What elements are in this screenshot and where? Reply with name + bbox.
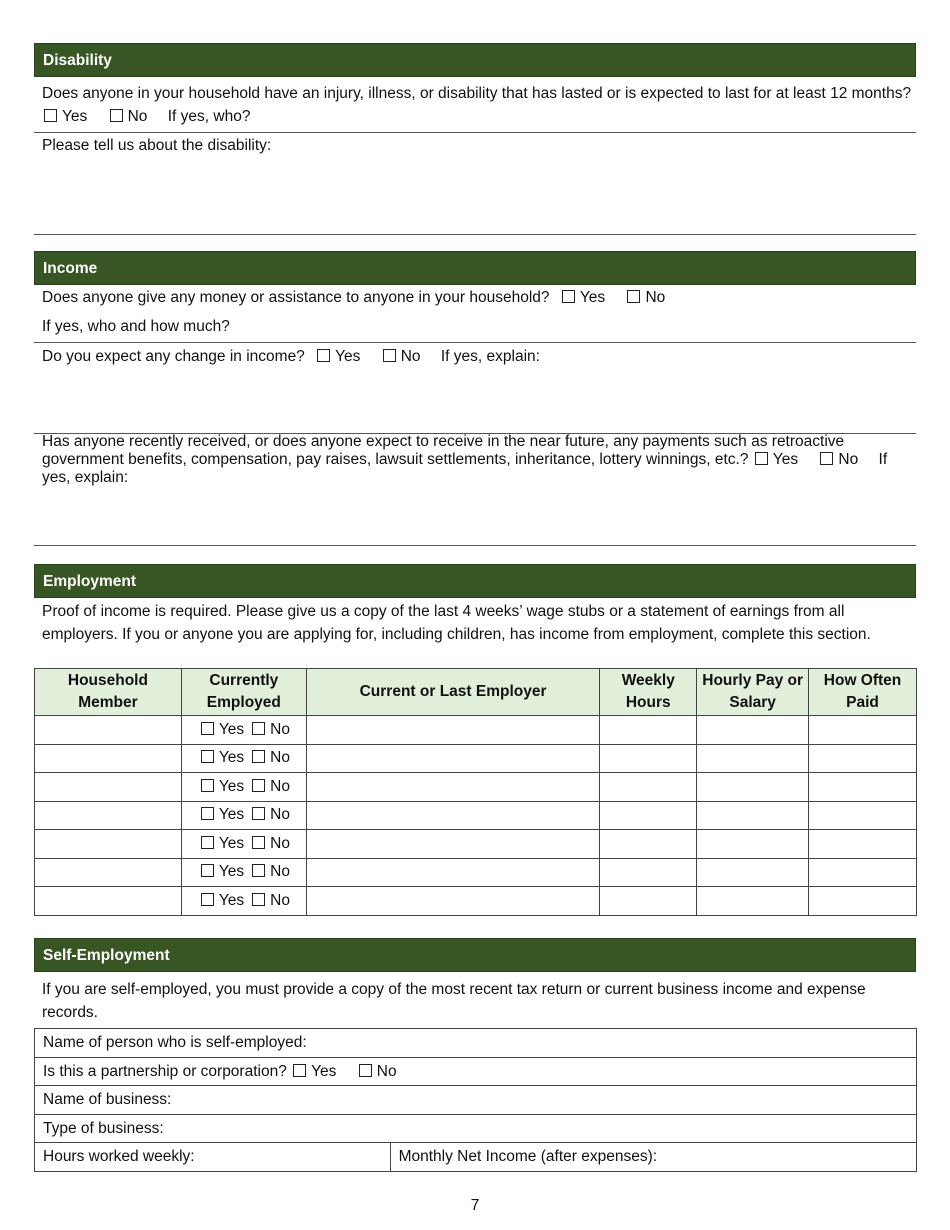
table-row xyxy=(35,858,917,887)
income-q1-no-checkbox[interactable] xyxy=(627,290,640,303)
income-q2-text: Do you expect any change in income? xyxy=(42,348,305,365)
employed-no-label: No xyxy=(270,749,290,767)
business-name-field[interactable] xyxy=(35,1086,917,1115)
employed-yes-label: Yes xyxy=(218,806,245,824)
table-row xyxy=(35,744,917,773)
income-q3-no-checkbox[interactable] xyxy=(820,452,833,465)
employed-no-label: No xyxy=(270,720,290,738)
weekly-hours-cell[interactable] xyxy=(600,773,697,802)
col-hourly-pay: Hourly Pay or Salary xyxy=(697,669,809,716)
income-q2-yes-checkbox[interactable] xyxy=(317,349,330,362)
employed-yes-label: Yes xyxy=(218,777,245,795)
hours-worked-label: Hours worked weekly: xyxy=(43,1148,195,1166)
weekly-hours-cell[interactable] xyxy=(600,887,697,916)
page-number: 7 xyxy=(470,1197,480,1214)
pay-cell[interactable] xyxy=(697,858,809,887)
employed-yes-checkbox[interactable] xyxy=(201,722,214,735)
employed-yes-checkbox[interactable] xyxy=(201,807,214,820)
income-q1-yes-label: Yes xyxy=(579,289,606,306)
divider xyxy=(34,545,916,546)
employed-no-label: No xyxy=(270,806,290,824)
divider xyxy=(34,132,916,133)
employer-cell[interactable] xyxy=(306,858,599,887)
employed-no-checkbox[interactable] xyxy=(252,807,265,820)
employed-no-checkbox[interactable] xyxy=(252,836,265,849)
net-income-label: Monthly Net Income (after expenses): xyxy=(398,1148,658,1166)
employed-no-label: No xyxy=(270,834,290,852)
household-member-cell[interactable] xyxy=(35,858,182,887)
employer-cell[interactable] xyxy=(306,744,599,773)
table-row xyxy=(35,830,917,859)
household-member-cell[interactable] xyxy=(35,716,182,745)
income-q3-followup: If yes, explain: xyxy=(42,451,888,486)
income-q3-yes-label: Yes xyxy=(772,451,799,468)
pay-cell[interactable] xyxy=(697,744,809,773)
pay-cell[interactable] xyxy=(697,716,809,745)
employed-no-label: No xyxy=(270,891,290,909)
partnership-yes-label: Yes xyxy=(311,1062,337,1080)
pay-cell[interactable] xyxy=(697,887,809,916)
pay-cell[interactable] xyxy=(697,801,809,830)
partnership-no-label: No xyxy=(376,1062,397,1080)
disability-section-header: Disability xyxy=(34,43,916,77)
hours-worked-field[interactable] xyxy=(35,1143,391,1172)
how-often-cell[interactable] xyxy=(809,801,917,830)
employer-cell[interactable] xyxy=(306,773,599,802)
self-employment-intro: If you are self-employed, you must provide a copy of the most recent tax return or current business income and expense records. xyxy=(42,981,866,1021)
disability-if-yes: If yes, who? xyxy=(167,108,251,125)
household-member-cell[interactable] xyxy=(35,830,182,859)
employment-section-header: Employment xyxy=(34,564,916,598)
how-often-cell[interactable] xyxy=(809,716,917,745)
business-type-label: Type of business: xyxy=(43,1119,164,1137)
weekly-hours-cell[interactable] xyxy=(600,716,697,745)
employment-header-row xyxy=(35,669,917,716)
income-section-header: Income xyxy=(34,251,916,285)
col-how-often-paid: How Often Paid xyxy=(809,669,917,716)
employed-no-checkbox[interactable] xyxy=(252,750,265,763)
income-q3-no-label: No xyxy=(838,451,859,468)
income-q2-no-label: No xyxy=(400,348,421,365)
income-q2-followup: If yes, explain: xyxy=(440,348,540,365)
household-member-cell[interactable] xyxy=(35,801,182,830)
income-q3 xyxy=(42,433,914,487)
how-often-cell[interactable] xyxy=(809,773,917,802)
employer-cell[interactable] xyxy=(306,887,599,916)
partnership-field xyxy=(35,1057,917,1086)
employer-cell[interactable] xyxy=(306,801,599,830)
employed-no-label: No xyxy=(270,777,290,795)
table-row xyxy=(35,887,917,916)
employed-yes-label: Yes xyxy=(218,891,245,909)
household-member-cell[interactable] xyxy=(35,773,182,802)
self-employment-section-header: Self-Employment xyxy=(34,938,916,972)
table-row xyxy=(35,716,917,745)
disability-yes-label: Yes xyxy=(62,108,88,125)
disability-yes-checkbox[interactable] xyxy=(44,109,57,122)
partnership-yes-checkbox[interactable] xyxy=(293,1064,306,1077)
income-q2-no-checkbox[interactable] xyxy=(383,349,396,362)
pay-cell[interactable] xyxy=(697,773,809,802)
employed-no-label: No xyxy=(270,863,290,881)
employed-cell xyxy=(181,858,306,887)
employed-cell xyxy=(181,716,306,745)
employed-yes-label: Yes xyxy=(218,834,245,852)
employed-yes-checkbox[interactable] xyxy=(201,893,214,906)
how-often-cell[interactable] xyxy=(809,887,917,916)
employed-cell xyxy=(181,744,306,773)
employed-cell xyxy=(181,773,306,802)
employment-table xyxy=(34,668,917,916)
disability-tell-us: Please tell us about the disability: xyxy=(42,137,272,154)
business-type-field[interactable] xyxy=(35,1114,917,1143)
income-q1-followup: If yes, who and how much? xyxy=(42,318,230,335)
weekly-hours-cell[interactable] xyxy=(600,744,697,773)
partnership-label: Is this a partnership or corporation? xyxy=(43,1062,287,1080)
income-q2-yes-label: Yes xyxy=(335,348,361,365)
employed-yes-checkbox[interactable] xyxy=(201,779,214,792)
employed-yes-checkbox[interactable] xyxy=(201,836,214,849)
col-currently-employed: Currently Employed xyxy=(181,669,306,716)
business-name-label: Name of business: xyxy=(43,1091,172,1109)
divider xyxy=(34,342,916,343)
household-member-cell[interactable] xyxy=(35,744,182,773)
pay-cell[interactable] xyxy=(697,830,809,859)
income-q2 xyxy=(42,345,914,368)
partnership-no-checkbox[interactable] xyxy=(359,1064,372,1077)
table-row xyxy=(35,801,917,830)
employer-cell[interactable] xyxy=(306,716,599,745)
how-often-cell[interactable] xyxy=(809,744,917,773)
disability-no-label: No xyxy=(127,108,148,125)
disability-no-checkbox[interactable] xyxy=(110,109,123,122)
employed-no-checkbox[interactable] xyxy=(252,893,265,906)
employed-yes-label: Yes xyxy=(218,863,245,881)
employed-cell xyxy=(181,801,306,830)
employed-yes-checkbox[interactable] xyxy=(201,750,214,763)
disability-question xyxy=(42,82,914,128)
income-q3-text: Has anyone recently received, or does anyone expect to receive in the near future, any payments such as retroactive government benefits, compensation, pay raises, lawsuit settlements, inheritance, lottery winnings, etc.? xyxy=(42,433,845,468)
table-row xyxy=(35,773,917,802)
weekly-hours-cell[interactable] xyxy=(600,801,697,830)
employed-yes-checkbox[interactable] xyxy=(201,864,214,877)
how-often-cell[interactable] xyxy=(809,858,917,887)
weekly-hours-cell[interactable] xyxy=(600,830,697,859)
self-employed-name-field[interactable] xyxy=(35,1029,917,1058)
employed-no-checkbox[interactable] xyxy=(252,864,265,877)
col-current-employer: Current or Last Employer xyxy=(306,669,599,716)
col-household-member: Household Member xyxy=(35,669,182,716)
disability-question-text: Does anyone in your household have an injury, illness, or disability that has lasted or is expected to last for at least 12 months? xyxy=(42,85,912,102)
col-weekly-hours: Weekly Hours xyxy=(600,669,697,716)
income-q1-text: Does anyone give any money or assistance to anyone in your household? xyxy=(42,289,550,306)
household-member-cell[interactable] xyxy=(35,887,182,916)
weekly-hours-cell[interactable] xyxy=(600,858,697,887)
income-q1-yes-checkbox[interactable] xyxy=(562,290,575,303)
self-employed-name-label: Name of person who is self-employed: xyxy=(43,1034,307,1052)
employed-cell xyxy=(181,830,306,859)
income-q3-yes-checkbox[interactable] xyxy=(755,452,768,465)
divider xyxy=(34,234,916,235)
net-income-field[interactable] xyxy=(390,1143,916,1172)
employed-no-checkbox[interactable] xyxy=(252,779,265,792)
employed-yes-label: Yes xyxy=(218,749,245,767)
employed-yes-label: Yes xyxy=(218,720,245,738)
income-q1-no-label: No xyxy=(645,289,666,306)
employed-cell xyxy=(181,887,306,916)
income-q1 xyxy=(42,286,914,309)
employer-cell[interactable] xyxy=(306,830,599,859)
self-employment-table xyxy=(34,1028,917,1172)
employment-intro: Proof of income is required. Please give us a copy of the last 4 weeks’ wage stubs or a statement of earnings from all employers. If you or anyone you are applying for, including children, has income from employment, complete this section. xyxy=(42,603,871,643)
how-often-cell[interactable] xyxy=(809,830,917,859)
employed-no-checkbox[interactable] xyxy=(252,722,265,735)
